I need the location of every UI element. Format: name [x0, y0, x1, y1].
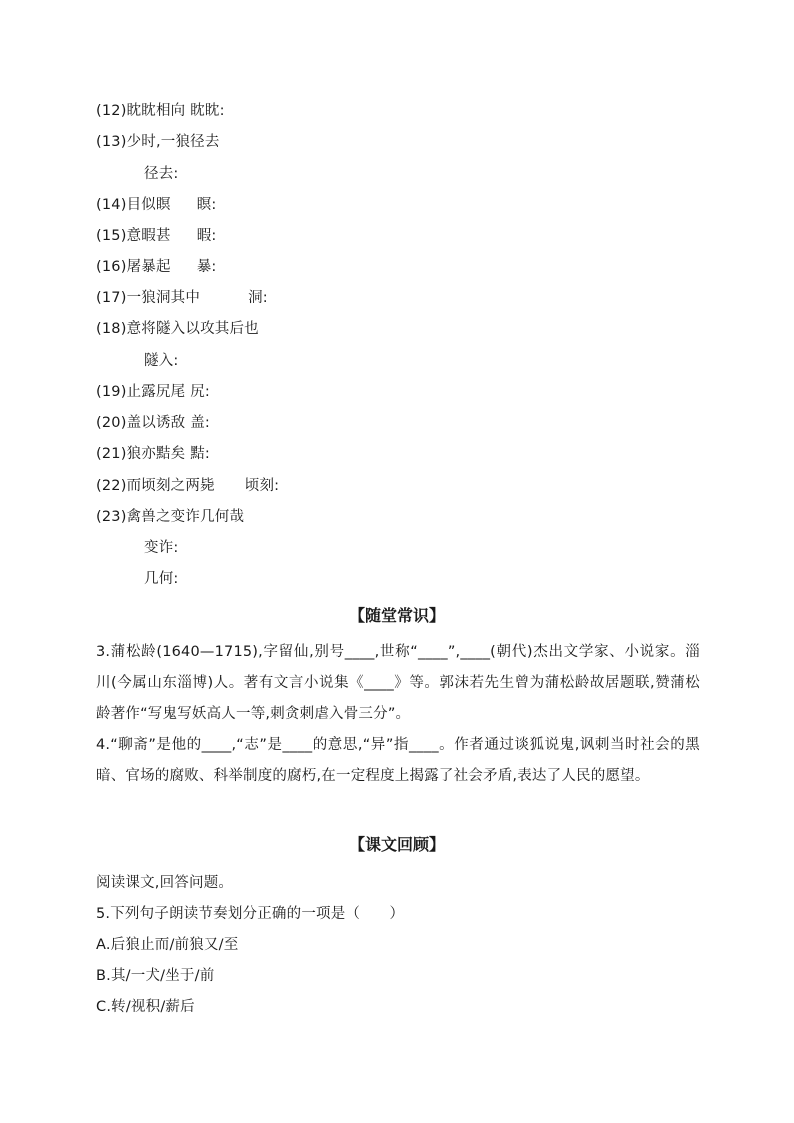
vocab-phrase: 目似瞑: [126, 197, 171, 213]
vocab-line-12: [96, 101, 225, 121]
vocab-line-16: [96, 257, 216, 277]
vocab-line-18: [96, 319, 259, 339]
item-number: (16): [96, 259, 127, 275]
vocab-line-23: [96, 507, 244, 527]
vocab-target: 几何:: [144, 571, 179, 587]
item-number: (18): [96, 321, 127, 337]
vocab-target: 暇:: [196, 228, 217, 244]
vocab-line-14: [96, 195, 216, 215]
question-5: 5.下列句子朗读节奏划分正确的一项是（ ）: [96, 906, 405, 922]
vocab-phrase: 少时,一狼径去: [126, 134, 220, 150]
item-number: (22): [96, 478, 127, 494]
item-number: (12): [96, 103, 127, 119]
vocab-line-15: [96, 226, 216, 246]
vocab-phrase: 眈眈相向: [126, 103, 186, 119]
vocab-phrase: 禽兽之变诈几何哉: [126, 509, 245, 525]
vocab-phrase: 屠暴起: [126, 259, 171, 275]
option-a: A.后狼止而/前狼又/至: [96, 937, 239, 953]
vocab-line-18-target: [144, 351, 179, 371]
section-title-review: 【课文回顾】: [348, 835, 445, 854]
vocab-target: 径去:: [144, 166, 179, 182]
vocab-target: 洞:: [248, 290, 268, 306]
vocab-target: 尻:: [190, 384, 210, 400]
item-number: (14): [96, 197, 127, 213]
vocab-line-19: [96, 382, 210, 402]
vocab-phrase: 止露尻尾: [126, 384, 186, 400]
item-number: (17): [96, 290, 127, 306]
vocab-line-13: [96, 132, 220, 152]
option-b: B.其/一犬/坐于/前: [96, 968, 215, 984]
vocab-target: 眈眈:: [190, 103, 225, 119]
item-number: (15): [96, 228, 127, 244]
vocab-phrase: 盖以诱敌: [126, 415, 186, 431]
vocab-line-13-target: [144, 164, 179, 184]
vocab-line-21: [96, 444, 210, 464]
item-number: (21): [96, 446, 127, 462]
vocab-phrase: 意将隧入以攻其后也: [126, 321, 259, 337]
vocab-target: 隧入:: [144, 353, 179, 369]
item-number: (20): [96, 415, 127, 431]
vocab-phrase: 一狼洞其中: [126, 290, 201, 306]
vocab-line-17: [96, 288, 268, 308]
section-title-knowledge: 【随堂常识】: [348, 606, 445, 625]
option-c: C.转/视积/薪后: [96, 999, 195, 1015]
item-number: (19): [96, 384, 127, 400]
vocab-phrase: 狼亦黠矣: [126, 446, 186, 462]
vocab-target: 变诈:: [144, 540, 179, 556]
item-number: (13): [96, 134, 127, 150]
vocab-target: 黠:: [190, 446, 210, 462]
question-3: 3.蒲松龄(1640—1715),字留仙,别号____,世称“____”,____(朝代)杰出文学家、小说家。淄川(今属山东淄博)人。著有文言小说集《____》等。郭沫若先生曾为蒲松龄故居题联,赞蒲松龄著作“写鬼写妖高人一等,刺贪刺虐入骨三分”。: [96, 644, 700, 722]
vocab-target: 暴:: [196, 259, 217, 275]
vocab-line-20: [96, 413, 210, 433]
vocab-phrase: 意暇甚: [126, 228, 171, 244]
vocab-target: 顷刻:: [244, 478, 280, 494]
vocab-phrase: 而顷刻之两毙: [126, 478, 215, 494]
review-intro: 阅读课文,回答问题。: [96, 875, 234, 891]
vocab-target: 瞑:: [196, 197, 217, 213]
item-number: (23): [96, 509, 127, 525]
vocab-target: 盖:: [190, 415, 210, 431]
vocab-line-22: [96, 476, 279, 496]
vocab-line-23-target-b: [144, 569, 179, 589]
question-4: 4.“聊斋”是他的____,“志”是____的意思,“异”指____。作者通过谈狐说鬼,讽刺当时社会的黑暗、官场的腐败、科举制度的腐朽,在一定程度上揭露了社会矛盾,表达了人民的愿望。: [96, 737, 700, 784]
vocab-line-23-target-a: [144, 538, 179, 558]
